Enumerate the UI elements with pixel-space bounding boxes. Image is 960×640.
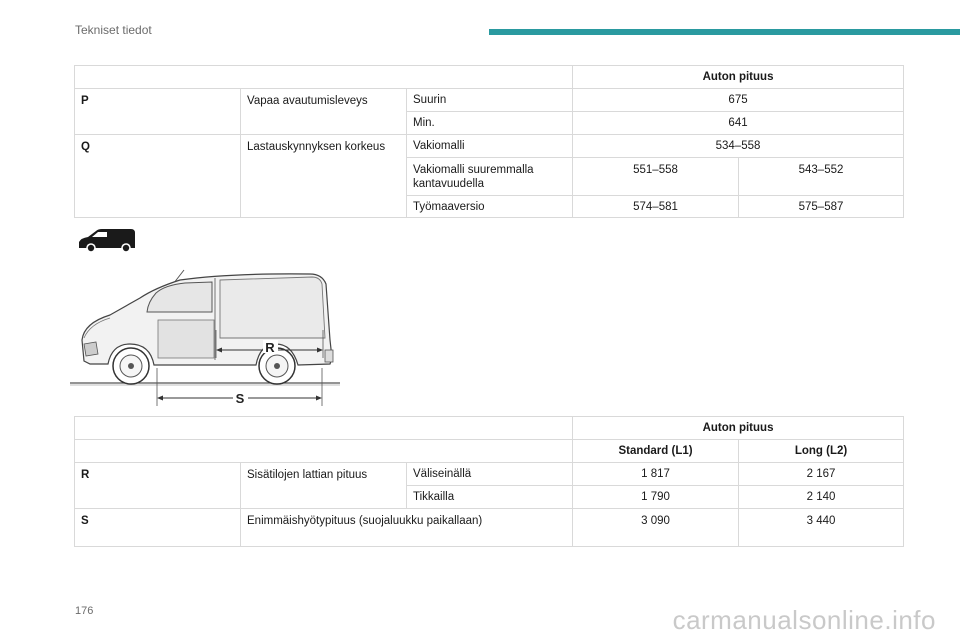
table-header-row	[75, 417, 904, 440]
value-cell: 534–558	[573, 135, 904, 158]
value-cell: 641	[573, 112, 904, 135]
dimension-code: R	[75, 463, 241, 509]
dimension-name: Sisätilojen lattian pituus	[241, 463, 407, 509]
header-accent-bar	[489, 29, 960, 35]
variant-label: Vakiomalli suuremmalla kantavuudella	[407, 158, 573, 196]
dimension-label-s: S	[235, 391, 245, 406]
value-cell: 551–558	[573, 158, 739, 196]
variant-label: Suurin	[407, 89, 573, 112]
table-row	[75, 135, 904, 158]
dimension-s	[157, 368, 322, 406]
van-icon	[77, 227, 137, 255]
column-header: Auton pituus	[573, 417, 904, 440]
load-length-table	[74, 416, 904, 547]
table-row	[75, 509, 904, 547]
dimension-label-r: R	[265, 340, 275, 355]
value-cell: 2 140	[739, 486, 904, 509]
table-header-row	[75, 440, 904, 463]
value-cell: 3 440	[739, 509, 904, 547]
van-side-view-diagram	[70, 268, 350, 410]
value-cell: 3 090	[573, 509, 739, 547]
watermark: carmanualsonline.info	[672, 605, 936, 635]
variant-label: Työmaaversio	[407, 196, 573, 218]
variant-label: Väliseinällä	[407, 463, 573, 486]
value-cell: 675	[573, 89, 904, 112]
column-header-standard: Standard (L1)	[573, 440, 739, 463]
value-cell: 2 167	[739, 463, 904, 486]
table-row	[75, 463, 904, 486]
opening-dimensions-table	[74, 65, 904, 218]
page-number: 176	[75, 605, 94, 617]
dimension-name: Enimmäishyötypituus (suojaluukku paikallaan)	[241, 509, 573, 547]
dimension-code: P	[75, 89, 241, 135]
dimension-name: Lastauskynnyksen korkeus	[241, 135, 407, 218]
dimension-code: Q	[75, 135, 241, 218]
variant-label: Min.	[407, 112, 573, 135]
value-cell: 574–581	[573, 196, 739, 218]
column-header: Auton pituus	[573, 66, 904, 89]
column-header-long: Long (L2)	[739, 440, 904, 463]
variant-label: Tikkailla	[407, 486, 573, 509]
dimension-name: Vapaa avautumisleveys	[241, 89, 407, 135]
table-row	[75, 89, 904, 112]
value-cell: 1 817	[573, 463, 739, 486]
value-cell: 543–552	[739, 158, 904, 196]
value-cell: 575–587	[739, 196, 904, 218]
variant-label: Vakiomalli	[407, 135, 573, 158]
table-header-row	[75, 66, 904, 89]
dimension-code: S	[75, 509, 241, 547]
value-cell: 1 790	[573, 486, 739, 509]
section-title: Tekniset tiedot	[75, 23, 152, 37]
wheel-front	[113, 348, 149, 384]
